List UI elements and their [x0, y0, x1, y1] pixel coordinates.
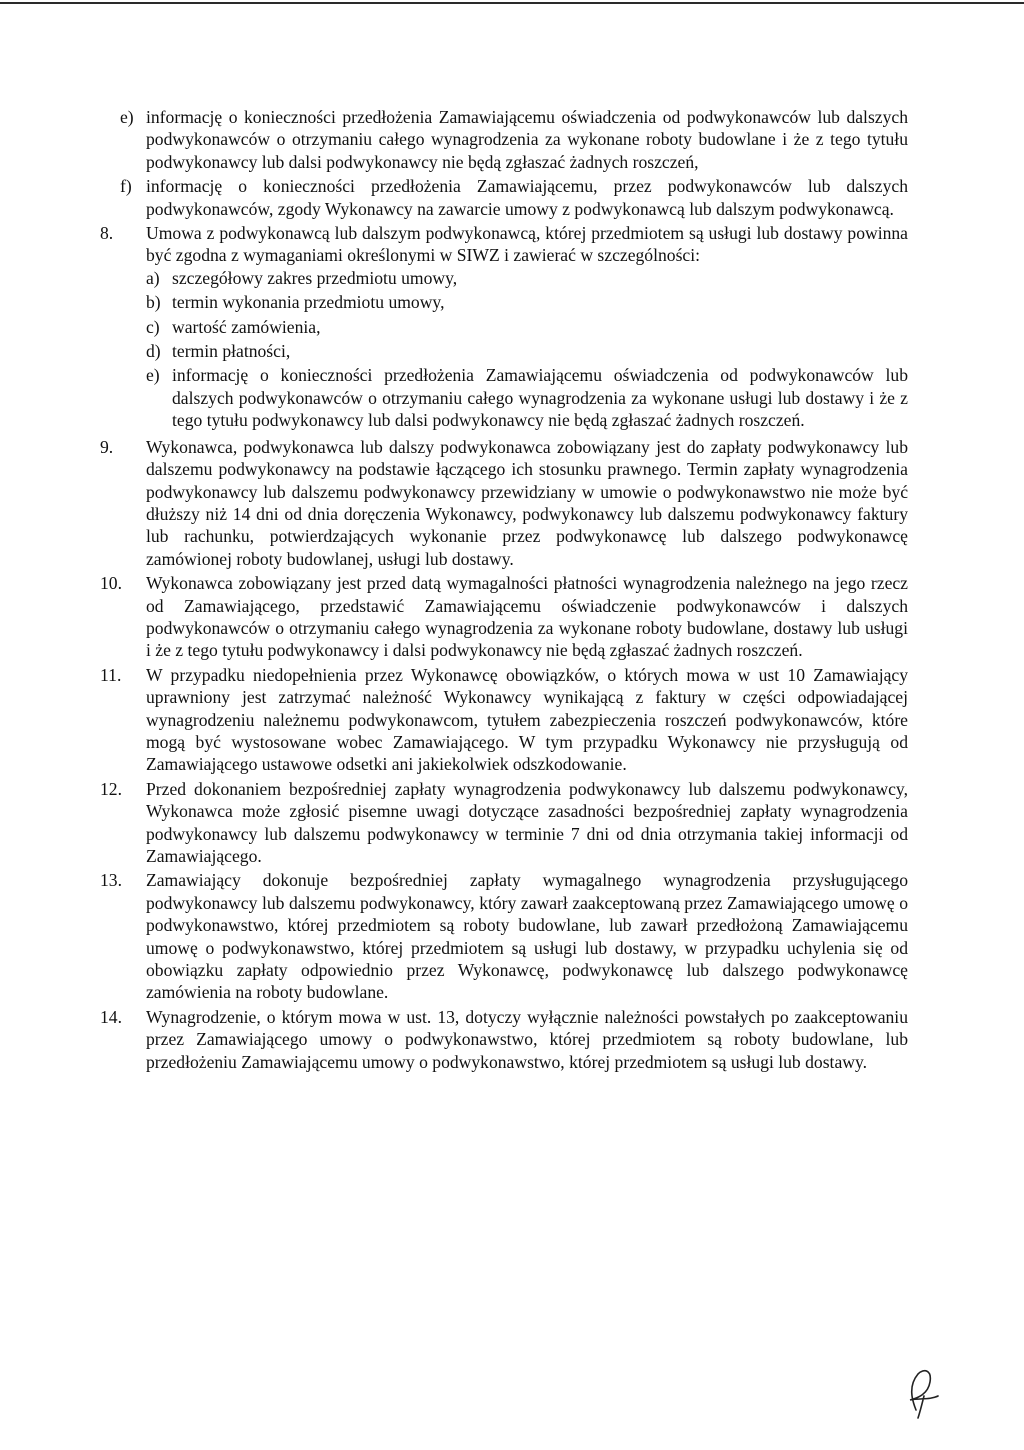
paragraph-9 [100, 436, 908, 570]
paragraph-text: Wykonawca, podwykonawca lub dalszy podwykonawca zobowiązany jest do zapłaty podwykonawcy lub dalszemu podwykonawcy na podstawie łączącego ich stosunku prawnego. Termin zapłaty wynagrodzenia podwykonawcy lub dalszemu podwykonawcy przewidziany w umowie o podwykonawstwo nie może być dłuższy niż 14 dni od dnia doręczenia Wykonawcy, podwykonawcy lub dalszemu podwykonawcy faktury lub rachunku, potwierdzających wykonanie przez podwykonawcę lub dalszego podwykonawcę zamówionej roboty budowlanej, usługi lub dostawy. [146, 436, 908, 569]
paragraph-number: 8. [100, 223, 114, 244]
list-marker: a) [146, 267, 160, 288]
list-item [146, 267, 908, 289]
list-item [146, 291, 908, 313]
paragraph-11 [100, 664, 908, 776]
list-text: termin wykonania przedmiotu umowy, [172, 292, 445, 313]
paragraph-text: W przypadku niedopełnienia przez Wykonawcę obowiązków, o których mowa w ust 10 Zamawiający uprawniony jest zatrzymać należność Wykonawcy wynikającą z faktury w części odpowiadającej wynagrodzeniu należnemu podwykonawcom, tytułem zabezpieczenia roszczeń podwykonawców, które mogą być wystosowane wobec Zamawiającego. W tym przypadku Wykonawcy nie przysługują od Zamawiającego ustawowe odsetki ani jakiekolwiek odszkodowanie. [146, 664, 908, 775]
paragraph-text: Wykonawca zobowiązany jest przed datą wymagalności płatności wynagrodzenia należnego na jego rzecz od Zamawiającego, przedstawić Zamawiającemu oświadczenie podwykonawców i dalszych podwykonawców o otrzymaniu całego wynagrodzenia za wykonane roboty budowlane, dostawy lub usługi i że z tego tytułu podwykonawcy i dalsi podwykonawcy nie będą zgłaszać żadnych roszczeń. [146, 573, 908, 661]
list-item [120, 175, 908, 220]
paragraph-text: Zamawiający dokonuje bezpośredniej zapłaty wymagalnego wynagrodzenia przysługującego podwykonawcy lub dalszemu podwykonawcy, który zawarł zaakceptowaną przez Zamawiającego umowę o podwykonawstwo, której przedmiotem są roboty budowlane, lub zawarł przedłożoną Zamawiającemu umowę o podwykonawstwo, której przedmiotem są usługi lub dostawy, w przypadku uchylenia się od obowiązku zapłaty odpowiednio przez Wykonawcę, podwykonawcę lub dalszego podwykonawcę zamówienia na roboty budowlane. [146, 870, 908, 1003]
document-page [100, 106, 908, 1075]
paragraph-number: 9. [100, 436, 114, 457]
list-marker: d) [146, 341, 161, 362]
list-item [120, 106, 908, 173]
paragraph-12 [100, 778, 908, 868]
list-text: informację o konieczności przedłożenia Zamawiającemu oświadczenia od podwykonawców lub dalszych podwykonawców o otrzymaniu całego wynagrodzenia za wykonane roboty budowlane i że z tego tytułu podwykonawcy lub dalsi podwykonawcy nie będą zgłaszać żadnych roszczeń, [146, 107, 908, 172]
paragraph-8 [100, 222, 908, 434]
list-item [146, 316, 908, 338]
top-border-line [0, 2, 1024, 4]
paragraph-13 [100, 869, 908, 1003]
list-marker: f) [120, 176, 132, 197]
list-marker: e) [146, 365, 160, 386]
paragraph-body [146, 222, 908, 434]
paragraph-number: 13. [100, 870, 122, 891]
list-marker: e) [120, 107, 134, 127]
paragraph-text: Przed dokonaniem bezpośredniej zapłaty wynagrodzenia podwykonawcy lub dalszemu podwykonawcy, Wykonawca może zgłosić pisemne uwagi dotyczące zasadności bezpośredniej zapłaty wynagrodzenia podwykonawcy lub dalszemu podwykonawcy w terminie 7 dni od dnia otrzymania takiej informacji od Zamawiającego. [146, 778, 908, 866]
list-text: termin płatności, [172, 341, 291, 362]
paragraph-number: 14. [100, 1006, 122, 1027]
list-text: szczegółowy zakres przedmiotu umowy, [172, 267, 458, 288]
paragraph-intro: Umowa z podwykonawcą lub dalszym podwykonawcą, której przedmiotem są usługi lub dostawy powinna być zgodna z wymaganiami określonymi w SIWZ i zawierać w szczególności: [146, 223, 908, 266]
handwritten-initials-signature [898, 1360, 948, 1420]
paragraph-10 [100, 572, 908, 662]
list-text: informację o konieczności przedłożenia Zamawiającemu oświadczenia od podwykonawców lub dalszych podwykonawców o otrzymaniu całego wynagrodzenia za wykonane usługi lub dostawy i że z tego tytułu podwykonawcy lub dalsi podwykonawcy nie będą zgłaszać żadnych roszczeń. [172, 365, 908, 431]
paragraph-text: Wynagrodzenie, o którym mowa w ust. 13, dotyczy wyłącznie należności powstałych po zaakceptowaniu przez Zamawiającego umowy o podwykonawstwo, której przedmiotem są roboty budowlane, lub przedłożeniu Zamawiającemu umowy o podwykonawstwo, której przedmiotem są usługi lub dostawy. [146, 1006, 908, 1072]
list-marker: b) [146, 292, 161, 313]
list-text: wartość zamówienia, [172, 316, 321, 337]
list-item [146, 340, 908, 362]
paragraph-14 [100, 1006, 908, 1073]
paragraph-number: 12. [100, 778, 122, 799]
list-text: informację o konieczności przedłożenia Zamawiającemu, przez podwykonawców lub dalszych podwykonawców, zgody Wykonawcy na zawarcie umowy z podwykonawcą lub dalszym podwykonawcą. [146, 176, 908, 219]
paragraph-number: 11. [100, 664, 122, 685]
paragraph-number: 10. [100, 573, 122, 594]
list-item [146, 364, 908, 431]
list-marker: c) [146, 316, 160, 337]
